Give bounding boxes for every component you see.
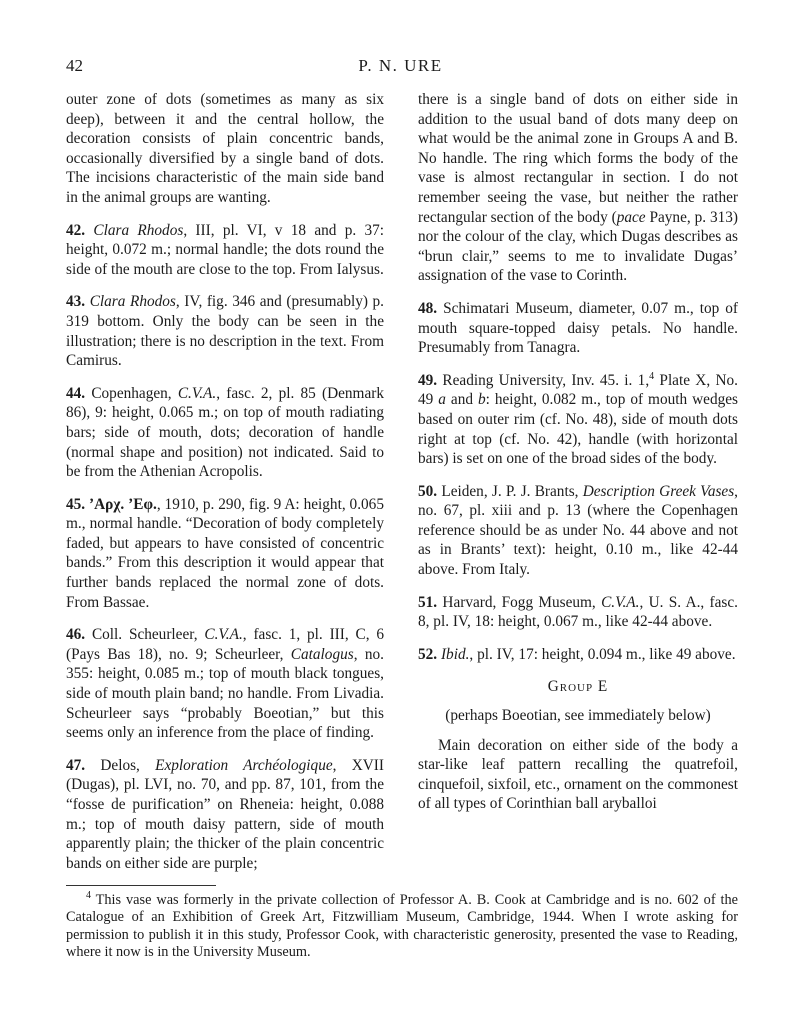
entry-number: 46.: [66, 626, 86, 644]
entry-title: Ibid.: [437, 645, 470, 663]
entry-text: Payne, p. 313) nor the colour of the clay, which Dugas describes as “brun clair,” seems to me to invalidate Dugas’ assignation of the vase to Corinth.: [418, 208, 738, 285]
entry-text: , no. 67, pl. xiii and p. 13 (where the Copenhagen reference should be as under No. 44 above and not as in Brants’ text): height, 0.10 m., like 42-44 above. From Italy.: [418, 482, 738, 579]
entry-title: a: [438, 391, 446, 409]
entry-number: 44.: [66, 384, 86, 402]
entry-number: 48.: [418, 299, 438, 317]
entry-48: [418, 299, 738, 358]
entry-text: Copenhagen,: [85, 384, 178, 402]
entry-title: b: [477, 391, 486, 409]
entry-text: , fasc. 1, pl. III, C, 6 (Pays Bas 18), no. 9; Scheurleer,: [66, 626, 384, 663]
entry-text: : height, 0.082 m., top of mouth wedges based on outer rim (cf. No. 48), side of mouth dots right at top (cf. No. 42), handle (with horizontal bars) is set on one of the broad sides of the body.: [418, 391, 738, 468]
entry-number: 42.: [66, 221, 86, 239]
entry-text: Reading University, Inv. 45. i. 1,: [437, 371, 650, 389]
entry-text: Harvard, Fogg Museum,: [437, 593, 602, 611]
page-number: 42: [66, 56, 83, 75]
entry-text: Leiden, J. P. J. Brants,: [437, 482, 583, 500]
entry-text: Delos,: [85, 756, 156, 774]
entry-title: Catalogus: [290, 645, 354, 663]
entry-number: 45.: [66, 495, 86, 513]
running-head: P. N. URE: [358, 56, 443, 75]
entry-title: Clara Rhodos: [89, 293, 176, 311]
entry-49: [418, 371, 738, 469]
entry-title: Exploration Archéologique: [155, 756, 333, 774]
footnote-rule: [66, 885, 216, 886]
entry-title: pace: [616, 208, 646, 226]
entry-number: 47.: [66, 756, 86, 774]
entry-42: [66, 221, 384, 280]
entry-47-continued: [418, 90, 738, 286]
entry-text: , 1910, p. 290, fig. 9 A: height, 0.065 m., normal handle. “Decoration of body completely faded, but appears to have consisted of concentric bands.” From this description it would appear that further bands replaced the normal zone of dots. From Bassae.: [66, 495, 384, 611]
footnote-text: This vase was formerly in the private collection of Professor A. B. Cook at Cambridge and is no. 602 of the: [91, 892, 738, 908]
group-paragraph: Main decoration on either side of the body a star-like leaf pattern recalling the quatrefoil, cinquefoil, sixfoil, etc., ornament on the commonest of all types of Corinthian ball aryballoi: [418, 736, 738, 813]
entry-number: 43.: [66, 293, 86, 311]
entry-50: [418, 482, 738, 580]
entry-51: [418, 593, 738, 632]
entry-number: 51.: [418, 593, 438, 611]
entry-text: Plate X, No. 49: [418, 371, 738, 409]
entry-text: Coll. Scheurleer,: [85, 626, 205, 644]
entry-number: 49.: [418, 371, 438, 389]
entry-text: , XVII (Dugas), pl. LVI, no. 70, and pp. 87, 101, from the “fosse de purification” on Rheneia: height, 0.088 m.; top of mouth daisy pattern, side of mouth apparently plain; the thicker of the plain concentric bands on either side are purple;: [66, 756, 384, 872]
entry-52: [418, 645, 738, 665]
footnote-title: Catalogue of an Exhibition of Greek Art: [66, 909, 322, 926]
entry-text: , fasc. 2, pl. 85 (Denmark 86), 9: height, 0.065 m.; on top of mouth radiating bars; side of mouth, dots; decoration of handle (normal shape and position) not indicated. Said to be from the Athenian Acropolis.: [66, 384, 384, 481]
entry-text: , IV, fig. 346 and (presumably) p. 319 bottom. Only the body can be seen in the illustration; there is no description in the text. From Camirus.: [66, 293, 385, 370]
entry-text: Schimatari Museum, diameter, 0.07 m., top of mouth square-topped daisy petals. No handle. Presumably from Tanagra.: [418, 299, 738, 357]
footnote-reference[interactable]: 4: [649, 370, 655, 382]
entry-text: , III, pl. VI, v 18 and p. 37: height, 0.072 m.; normal handle; the dots round the side of the mouth are close to the top. From Ialysus.: [66, 221, 384, 278]
intro-paragraph: outer zone of dots (sometimes as many as six deep), between it and the central hollow, the decoration consists of plain concentric bands, occasionally diversified by a single band of dots. The incisions characteristic of the main side band in the animal groups are wanting.: [66, 91, 384, 206]
entry-text: , no. 355: height, 0.085 m.; top of mouth black tongues, side of mouth plain band; no handle. From Livadia. Scheurleer says “probably Boeotian,” but this seems only an inference from the place of finding.: [66, 645, 384, 742]
group-heading: Group E: [547, 678, 609, 696]
entry-44: [66, 384, 384, 482]
entry-title: C.V.A.: [204, 626, 243, 644]
entry-number: 52.: [418, 645, 438, 663]
entry-text: and: [445, 391, 478, 409]
entry-title: C.V.A.: [177, 384, 217, 402]
entry-47: [66, 756, 384, 874]
entry-title: Description Greek Vases: [582, 482, 735, 500]
entry-43: [66, 292, 384, 370]
entry-46: [66, 625, 384, 743]
entry-text: , U. S. A., fasc. 8, pl. IV, 18: height, 0.067 m., like 42-44 above.: [418, 593, 738, 631]
footnote: [66, 892, 738, 962]
group-subheading: (perhaps Boeotian, see immediately below): [445, 707, 711, 725]
left-column: [66, 90, 384, 886]
footnote-marker: 4: [86, 890, 91, 902]
entry-number: 50.: [418, 482, 438, 500]
entry-title: ’Αρχ. ’Εφ.: [85, 495, 157, 513]
entry-title: C.V.A.: [601, 593, 640, 611]
entry-45: [66, 495, 384, 613]
right-column: [418, 90, 738, 827]
entry-title: Clara Rhodos: [93, 221, 184, 239]
entry-text: , pl. IV, 17: height, 0.094 m., like 49 above.: [469, 645, 736, 663]
entry-text: there is a single band of dots on either side in addition to the usual band of dots many deep on what would be the animal zone in Groups A and B. No handle. The ring which forms the body of the vase is almost rectangular in section. I do not remember seeing the vase, but neither the rather rectangular section of the body (: [418, 91, 738, 226]
footnote-text: , Fitzwilliam Museum, Cambridge, 1944. When I wrote asking for permission to publish it in this study, Professor Cook, with characteristic generosity, presented the vase to Reading, where it now is in the University Museum.: [66, 909, 739, 961]
